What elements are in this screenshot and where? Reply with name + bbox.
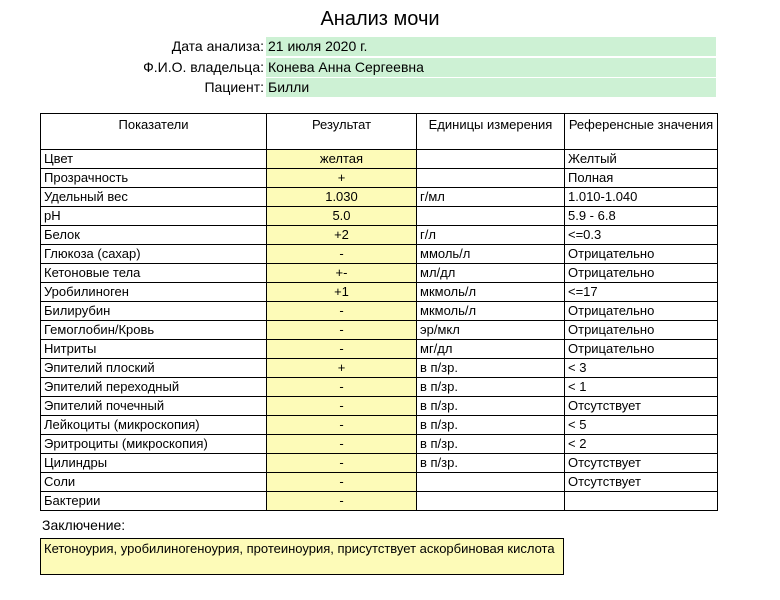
row-result: - [267,302,417,321]
row-result: - [267,416,417,435]
row-name: Гемоглобин/Кровь [41,321,267,340]
row-unit [417,473,565,492]
row-unit: ммоль/л [417,245,565,264]
info-label-date: Дата анализа: [171,38,264,54]
row-result: - [267,321,417,340]
row-reference: 1.010-1.040 [565,188,718,207]
row-name: Кетоновые тела [41,264,267,283]
row-unit: г/л [417,226,565,245]
table-row [41,492,718,511]
row-unit: эр/мкл [417,321,565,340]
row-unit: г/мл [417,188,565,207]
table-row [41,359,718,378]
header-result: Результат [267,114,417,150]
row-name: Бактерии [41,492,267,511]
table-row [41,435,718,454]
header-indicator: Показатели [41,114,267,150]
table-row [41,169,718,188]
row-result: - [267,473,417,492]
row-name: Нитриты [41,340,267,359]
table-row [41,473,718,492]
row-reference: Отрицательно [565,245,718,264]
row-result: +2 [267,226,417,245]
header-unit: Единицы измерения [417,114,565,150]
row-reference: < 1 [565,378,718,397]
row-name: Эритроциты (микроскопия) [41,435,267,454]
row-unit [417,150,565,169]
row-result: - [267,397,417,416]
row-reference: Полная [565,169,718,188]
row-unit [417,492,565,511]
row-unit: мл/дл [417,264,565,283]
row-result: - [267,378,417,397]
table-row [41,397,718,416]
row-name: Эпителий переходный [41,378,267,397]
info-label-owner: Ф.И.О. владельца: [143,59,264,75]
table-row [41,302,718,321]
row-reference: Отрицательно [565,264,718,283]
row-reference [565,492,718,511]
info-value-owner: Конева Анна Сергеевна [266,58,716,77]
row-reference: <=17 [565,283,718,302]
row-result: + [267,169,417,188]
row-unit [417,207,565,226]
row-name: Белок [41,226,267,245]
row-result: 5.0 [267,207,417,226]
row-unit: мкмоль/л [417,302,565,321]
row-reference: < 2 [565,435,718,454]
row-name: Глюкоза (сахар) [41,245,267,264]
row-result: желтая [267,150,417,169]
header-reference: Референсные значения [565,114,718,150]
row-unit: в п/зр. [417,416,565,435]
row-result: +- [267,264,417,283]
row-result: - [267,245,417,264]
table-row [41,264,718,283]
row-unit: в п/зр. [417,435,565,454]
row-reference: 5.9 - 6.8 [565,207,718,226]
row-unit: в п/зр. [417,397,565,416]
row-name: Цилиндры [41,454,267,473]
row-result: - [267,454,417,473]
row-unit: в п/зр. [417,454,565,473]
row-reference: Желтый [565,150,718,169]
table-row [41,454,718,473]
row-reference: Отрицательно [565,302,718,321]
row-name: Эпителий плоский [41,359,267,378]
row-reference: Отсутствует [565,473,718,492]
table-row [41,340,718,359]
table-row [41,150,718,169]
info-value-patient: Билли [266,78,716,97]
row-name: Билирубин [41,302,267,321]
row-reference: Отсутствует [565,454,718,473]
row-reference: < 3 [565,359,718,378]
row-unit: мг/дл [417,340,565,359]
row-reference: <=0.3 [565,226,718,245]
row-name: Лейкоциты (микроскопия) [41,416,267,435]
row-result: - [267,435,417,454]
table-row [41,245,718,264]
row-reference: Отсутствует [565,397,718,416]
row-result: - [267,340,417,359]
row-unit [417,169,565,188]
table-row [41,416,718,435]
conclusion-label: Заключение: [42,517,126,533]
row-name: Эпителий почечный [41,397,267,416]
row-name: Прозрачность [41,169,267,188]
info-value-date: 21 июля 2020 г. [266,37,716,56]
row-name: Цвет [41,150,267,169]
table-body [41,150,718,511]
row-name: Соли [41,473,267,492]
results-table [40,113,718,511]
table-row [41,321,718,340]
row-reference: Отрицательно [565,340,718,359]
row-reference: Отрицательно [565,321,718,340]
row-name: pH [41,207,267,226]
row-unit: мкмоль/л [417,283,565,302]
row-result: 1.030 [267,188,417,207]
row-result: +1 [267,283,417,302]
row-name: Уробилиноген [41,283,267,302]
table-row [41,378,718,397]
table-row [41,207,718,226]
row-result: - [267,492,417,511]
table-header-row [41,114,718,150]
conclusion-box: Кетоноурия, уробилиногеноурия, протеиноурия, присутствует аскорбиновая кислота [40,538,564,575]
table-row [41,283,718,302]
row-name: Удельный вес [41,188,267,207]
row-reference: < 5 [565,416,718,435]
row-unit: в п/зр. [417,378,565,397]
info-label-patient: Пациент: [204,79,264,95]
row-result: + [267,359,417,378]
page-title: Анализ мочи [320,8,440,30]
row-unit: в п/зр. [417,359,565,378]
table-row [41,188,718,207]
table-row [41,226,718,245]
